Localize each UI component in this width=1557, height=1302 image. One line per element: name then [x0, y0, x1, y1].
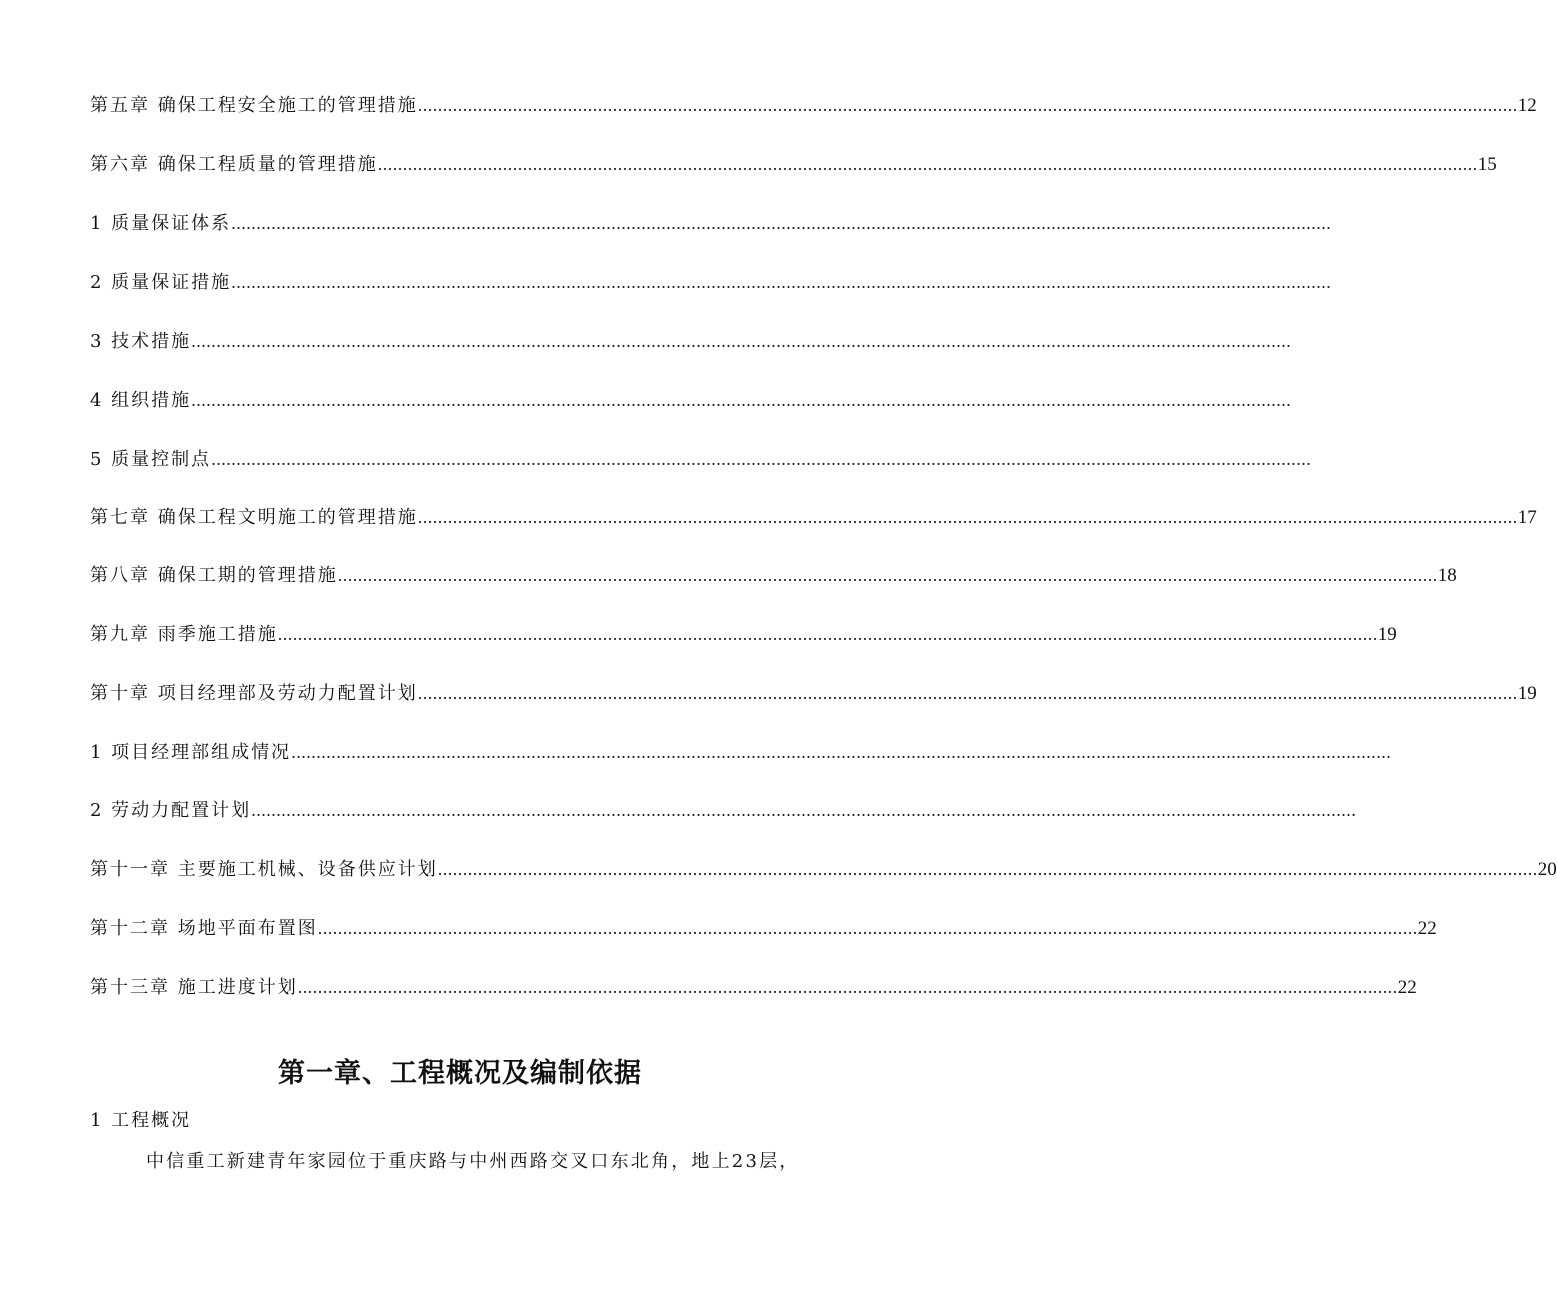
toc-dot-leader: ............................................................................................................................................................................................................................	[297, 977, 1398, 997]
toc-entry	[90, 387, 1292, 413]
chapter-heading: 第一章、工程概况及编制依据	[278, 1058, 642, 1089]
toc-dot-leader: ............................................................................................................................................................................................................................	[231, 213, 1332, 233]
toc-entry	[90, 328, 1292, 354]
section-heading: 1 工程概况	[90, 1110, 192, 1131]
toc-entry-page: 15	[1477, 154, 1497, 175]
toc-dot-leader: ............................................................................................................................................................................................................................	[377, 154, 1478, 174]
toc-entry-title: 第七章 确保工程文明施工的管理措施	[90, 507, 418, 528]
toc-entry-title: 1 质量保证体系	[90, 213, 232, 234]
toc-entry-title: 2 质量保证措施	[90, 272, 232, 293]
toc-dot-leader: ............................................................................................................................................................................................................................	[191, 390, 1292, 410]
toc-dot-leader: ............................................................................................................................................................................................................................	[251, 800, 1352, 820]
toc-entry-title: 第六章 确保工程质量的管理措施	[90, 154, 378, 175]
toc-entry-page: 12	[1517, 95, 1537, 116]
toc-entry-title: 第十三章 施工进度计划	[90, 977, 298, 998]
toc-entry	[90, 621, 1397, 647]
toc-entry	[90, 680, 1537, 706]
toc-entry-page: 20	[1537, 859, 1557, 880]
toc-entry	[90, 974, 1417, 1000]
toc-entry-title: 第十二章 场地平面布置图	[90, 918, 318, 939]
toc-dot-leader: ............................................................................................................................................................................................................................	[191, 331, 1292, 351]
body-paragraph: 中信重工新建青年家园位于重庆路与中州西路交叉口东北角，地上23层，	[146, 1151, 800, 1172]
toc-dot-leader: ............................................................................................................................................................................................................................	[417, 507, 1518, 527]
toc-entry	[90, 269, 1332, 295]
toc-entry-page: 19	[1377, 624, 1397, 645]
toc-entry	[90, 210, 1332, 236]
toc-dot-leader: ............................................................................................................................................................................................................................	[417, 95, 1518, 115]
toc-dot-leader: ............................................................................................................................................................................................................................	[231, 272, 1332, 292]
toc-entry	[90, 504, 1537, 530]
toc-entry-page: 18	[1437, 565, 1457, 586]
toc-dot-leader: ............................................................................................................................................................................................................................	[317, 918, 1418, 938]
toc-entry	[90, 562, 1457, 588]
toc-entry-title: 5 质量控制点	[90, 449, 212, 470]
toc-dot-leader: ............................................................................................................................................................................................................................	[417, 683, 1518, 703]
toc-entry	[90, 151, 1497, 177]
toc-entry-page: 22	[1417, 918, 1437, 939]
toc-entry-title: 2 劳动力配置计划	[90, 800, 252, 821]
toc-entry	[90, 446, 1312, 472]
toc-entry-title: 第五章 确保工程安全施工的管理措施	[90, 95, 418, 116]
toc-entry-title: 3 技术措施	[90, 331, 192, 352]
toc-dot-leader: ............................................................................................................................................................................................................................	[437, 859, 1538, 879]
toc-entry	[90, 739, 1392, 765]
toc-entry-title: 4 组织措施	[90, 390, 192, 411]
toc-entry-page: 22	[1397, 977, 1417, 998]
toc-entry	[90, 915, 1437, 941]
toc-entry-title: 第十章 项目经理部及劳动力配置计划	[90, 683, 418, 704]
toc-dot-leader: ............................................................................................................................................................................................................................	[337, 565, 1438, 585]
toc-entry-page: 17	[1517, 507, 1537, 528]
toc-entry-page: .	[1351, 800, 1356, 821]
toc-entry	[90, 92, 1537, 118]
toc-dot-leader: ............................................................................................................................................................................................................................	[291, 742, 1392, 762]
toc-entry-title: 第十一章 主要施工机械、设备供应计划	[90, 859, 438, 880]
toc-entry-title: 1 项目经理部组成情况	[90, 742, 292, 763]
toc-entry	[90, 856, 1557, 882]
toc-dot-leader: ............................................................................................................................................................................................................................	[211, 449, 1312, 469]
toc-entry-page: 19	[1517, 683, 1537, 704]
toc-entry	[90, 797, 1356, 823]
toc-dot-leader: ............................................................................................................................................................................................................................	[277, 624, 1378, 644]
toc-entry-title: 第九章 雨季施工措施	[90, 624, 278, 645]
toc-entry-title: 第八章 确保工期的管理措施	[90, 565, 338, 586]
